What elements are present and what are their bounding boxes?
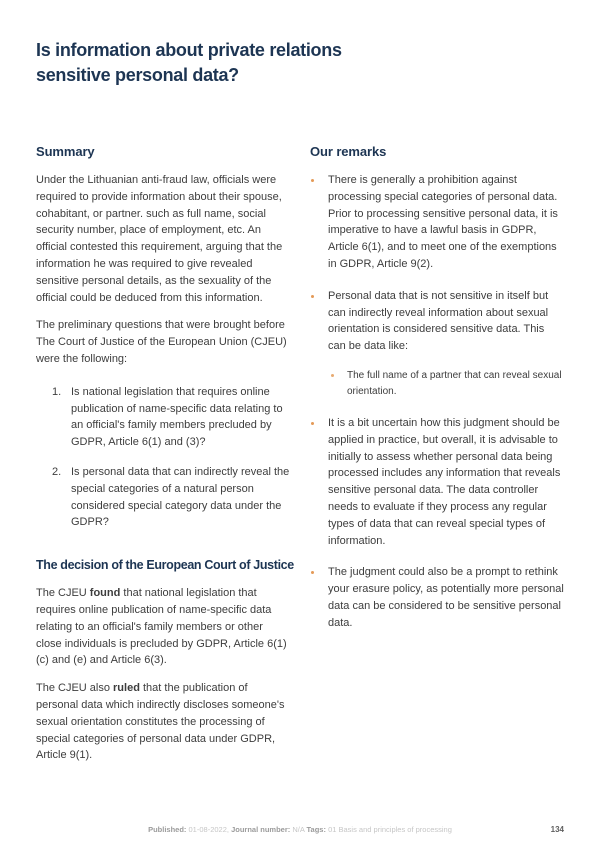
remarks-column: [310, 144, 564, 775]
decision-paragraph-2: [36, 680, 290, 764]
page-title-line2: sensitive personal data?: [36, 65, 239, 85]
decision-section: [36, 558, 294, 764]
list-item: [36, 384, 290, 451]
decision-heading: The decision of the European Court of Justice: [36, 558, 294, 573]
journal-number-label: Journal number:: [231, 825, 291, 834]
remark-bullet-text: The judgment could also be a prompt to rethink your erasure policy, as potentially more personal data can be considered to be sensitive personal data.: [328, 566, 564, 629]
two-column-layout: [36, 144, 564, 775]
tags-label: Tags:: [306, 825, 326, 834]
decision-paragraph-1-start: The CJEU: [36, 587, 90, 600]
remark-bullet: [310, 415, 564, 549]
list-item-text: Is personal data that can indirectly reveal the special categories of a natural person considered special category data under the GDPR?: [71, 465, 290, 529]
remark-bullet-text: Personal data that is not sensitive in itself but can indirectly reveal information about sexual orientation is considered sensitive data. This can be data like:: [328, 289, 549, 353]
remark-bullet-text: It is a bit uncertain how this judgment should be applied in practice, but overall, it is advisable to initially to assess whether personal data being processed includes any information that reveals sensitive personal data. The data controller needs to evaluate if they process any regular types of data that can reveal special types of information.: [328, 416, 561, 547]
bullet-dot-icon: [311, 571, 314, 574]
preliminary-questions-list: [36, 384, 290, 531]
published-value: 01-08-2022,: [188, 825, 229, 834]
remark-bullet: [310, 564, 564, 631]
list-item-number: 1.: [52, 385, 62, 398]
decision-paragraph-1-end: that national legislation that requires online publication of name-specific data relating to an official's family members or other close individuals is precluded by GDPR, Article 6(1)(c) and (e) and Article 6(3).: [36, 587, 287, 667]
decision-paragraph-2-end: that the publication of personal data which indirectly discloses someone's sexual orientation constitutes the processing of special categories of personal data under GDPR, Article 9(1).: [36, 682, 285, 762]
remark-sub-bullet: [310, 368, 564, 400]
journal-number-value: N/A: [292, 825, 305, 834]
published-label: Published:: [148, 825, 187, 834]
list-item: [36, 464, 290, 531]
decision-paragraph-1: [36, 585, 290, 669]
remark-bullet: [310, 288, 564, 355]
decision-paragraph-2-bold: ruled: [113, 682, 140, 695]
list-item-text: Is national legislation that requires online publication of name-specific data relating to an official's family members precluded by GDPR, Article 6(1) and (3)?: [71, 385, 283, 449]
summary-heading: Summary: [36, 144, 95, 159]
bullet-dot-icon: [311, 422, 314, 425]
tags-value: 01 Basis and principles of processing: [328, 825, 452, 834]
summary-column: [36, 144, 294, 775]
bullet-dot-icon: [311, 179, 314, 182]
page-footer: [36, 824, 564, 836]
decision-paragraph-2-start: The CJEU also: [36, 682, 114, 695]
page-number: 134: [550, 825, 564, 834]
footer-meta: [36, 824, 564, 836]
sub-bullet-dot-icon: [331, 374, 334, 377]
page-title-line1: Is information about private relations: [36, 40, 342, 60]
list-item-number: 2.: [52, 465, 62, 478]
decision-paragraph-1-bold: found: [89, 587, 121, 600]
summary-paragraph-1: Under the Lithuanian anti-fraud law, officials were required to provide information about their spouse, cohabitant, or partner. such as full name, social security number, place of employment, etc. An official contested this requirement, arguing that the information he was required to give revealed sensitive personal details, as the sexuality of the official could be deduced from this information.: [36, 174, 283, 304]
remark-bullet-text: There is generally a prohibition against processing special categories of personal data. Prior to processing sensitive personal data, it is imperative to have a lawful basis in GDPR, Article 6(1), and to meet one of the exemptions in GDPR, Article 9(2).: [328, 174, 558, 270]
page-title: [36, 38, 564, 88]
bullet-dot-icon: [311, 295, 314, 298]
remarks-heading: Our remarks: [310, 144, 387, 159]
remark-bullet: [310, 172, 564, 273]
summary-paragraph-2: The preliminary questions that were brought before The Court of Justice of the European Union (CJEU) were the following:: [36, 319, 287, 365]
remark-sub-bullet-text: The full name of a partner that can reveal sexual orientation.: [347, 369, 562, 397]
